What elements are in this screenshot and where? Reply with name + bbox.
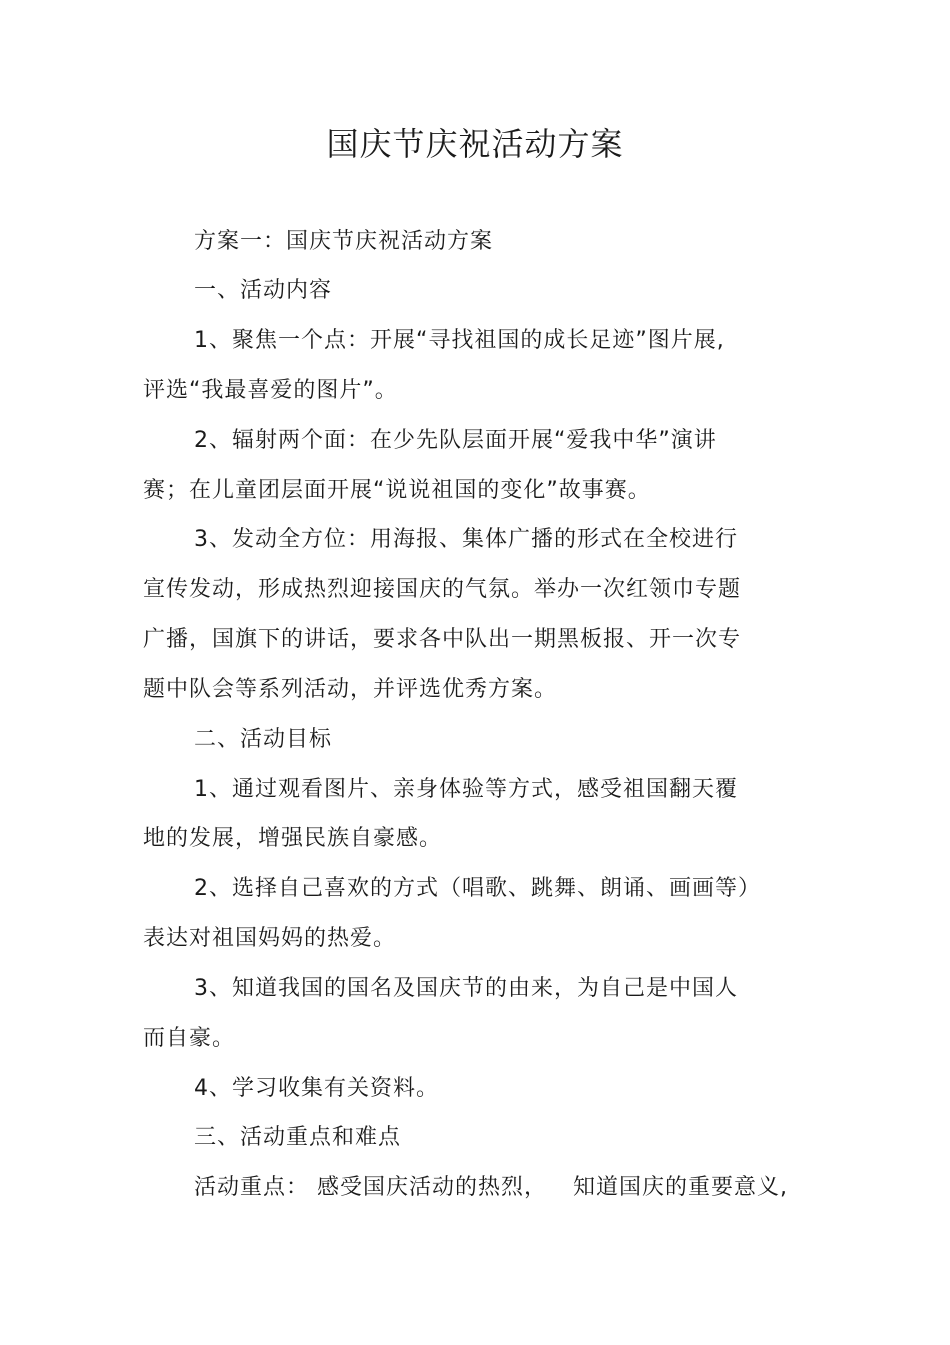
paragraph-line: 赛；在儿童团层面开展“说说祖国的变化”故事赛。	[143, 478, 651, 503]
paragraph-line: 题中队会等系列活动，并评选优秀方案。	[143, 677, 558, 702]
focus-text-part2: 知道国庆的重要意义,	[573, 1175, 788, 1200]
document-title: 国庆节庆祝活动方案	[326, 125, 624, 163]
section-heading-focus: 三、活动重点和难点	[194, 1125, 402, 1150]
paragraph-line: 表达对祖国妈妈的热爱。	[143, 926, 397, 951]
paragraph-line: 4、学习收集有关资料。	[194, 1076, 439, 1101]
paragraph-line: 而自豪。	[143, 1026, 236, 1051]
paragraph-line: 广播，国旗下的讲话，要求各中队出一期黑板报、开一次专	[143, 627, 742, 652]
paragraph-line: 2、辐射两个面：在少先队层面开展“爱我中华”演讲	[194, 428, 717, 453]
paragraph-line: 地的发展，增强民族自豪感。	[143, 826, 443, 851]
focus-text-part1: 活动重点： 感受国庆活动的热烈，	[194, 1175, 547, 1200]
paragraph-line: 3、知道我国的国名及国庆节的由来，为自己是中国人	[194, 976, 738, 1001]
paragraph-line: 宣传发动，形成热烈迎接国庆的气氛。举办一次红领巾专题	[143, 577, 742, 602]
section-heading-content: 一、活动内容	[194, 278, 333, 303]
paragraph-line-last	[194, 1171, 788, 1205]
paragraph-line: 1、通过观看图片、亲身体验等方式，感受祖国翻天覆	[194, 777, 738, 802]
paragraph-line: 评选“我最喜爱的图片”。	[143, 378, 398, 403]
paragraph-line: 2、选择自己喜欢的方式（唱歌、跳舞、朗诵、画画等）	[194, 876, 761, 901]
paragraph-line: 1、聚焦一个点：开展“寻找祖国的成长足迹”图片展,	[194, 328, 725, 353]
paragraph-line: 3、发动全方位：用海报、集体广播的形式在全校进行	[194, 527, 738, 552]
plan-heading: 方案一：国庆节庆祝活动方案	[194, 229, 494, 254]
section-heading-goals: 二、活动目标	[194, 727, 333, 752]
